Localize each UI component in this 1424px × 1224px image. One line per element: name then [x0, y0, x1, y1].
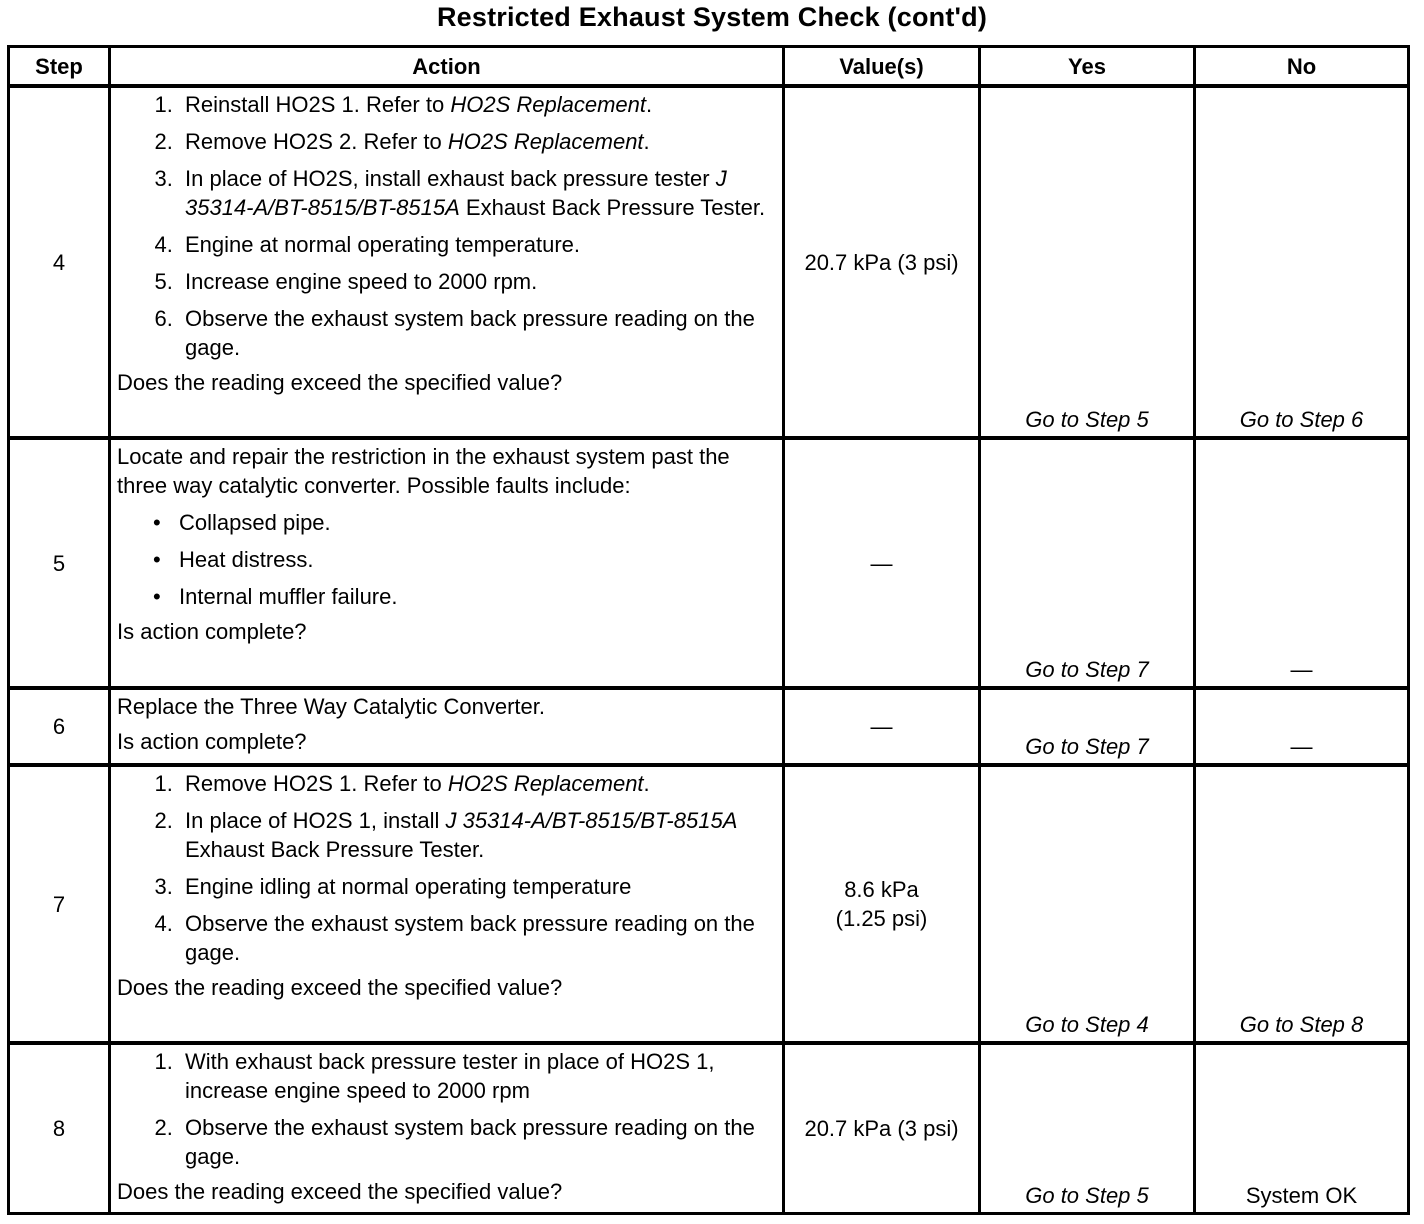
- col-header-no: No: [1195, 47, 1409, 87]
- table-row-step-6: [9, 688, 1409, 765]
- col-header-values: Value(s): [784, 47, 980, 87]
- action-cell: [110, 765, 784, 1043]
- action-step: 5. Increase engine speed to 2000 rpm.: [179, 267, 776, 296]
- action-question: Is action complete?: [117, 619, 307, 644]
- col-header-step: Step: [9, 47, 110, 87]
- bullet-icon: •: [153, 584, 161, 609]
- action-question: Does the reading exceed the specified value?: [117, 370, 563, 395]
- action-cell: [110, 86, 784, 438]
- step-number: 4: [9, 86, 110, 438]
- no-cell: Go to Step 8: [1195, 765, 1409, 1043]
- action-intro: Replace the Three Way Catalytic Converter.: [117, 694, 545, 719]
- bullet-icon: •: [153, 547, 161, 572]
- step-number: 8: [9, 1043, 110, 1213]
- page-title: Restricted Exhaust System Check (cont'd): [436, 2, 988, 32]
- action-step: 1. Reinstall HO2S 1. Refer to HO2S Replacement.: [179, 90, 776, 119]
- action-cell: [110, 1043, 784, 1213]
- yes-cell: Go to Step 4: [980, 765, 1195, 1043]
- action-step: 1. With exhaust back pressure tester in place of HO2S 1, increase engine speed to 2000 rpm: [179, 1047, 776, 1105]
- step-number: 7: [9, 765, 110, 1043]
- action-question: Does the reading exceed the specified value?: [117, 975, 563, 1000]
- value-cell: [784, 765, 980, 1043]
- fault-item: • Heat distress.: [153, 547, 314, 572]
- yes-cell: Go to Step 5: [980, 1043, 1195, 1213]
- value-cell: 20.7 kPa (3 psi): [784, 1043, 980, 1213]
- action-step: 3. In place of HO2S, install exhaust back pressure tester J 35314-A/BT-8515/BT-8515A Exhaust Back Pressure Tester.: [179, 164, 776, 222]
- step-number: 5: [9, 438, 110, 688]
- col-header-action: Action: [110, 47, 784, 87]
- action-steps-list: [117, 90, 776, 362]
- col-header-yes: Yes: [980, 47, 1195, 87]
- step-number: 6: [9, 688, 110, 765]
- value-line: (1.25 psi): [835, 906, 928, 931]
- diagnostic-table: [7, 45, 1410, 1215]
- no-cell: System OK: [1195, 1043, 1409, 1213]
- action-question: Is action complete?: [117, 729, 307, 754]
- action-steps-list: [117, 1047, 776, 1171]
- action-cell: [110, 438, 784, 688]
- action-step: 2. Observe the exhaust system back pressure reading on the gage.: [179, 1113, 776, 1171]
- value-cell: 20.7 kPa (3 psi): [784, 86, 980, 438]
- action-cell: [110, 688, 784, 765]
- fault-item: • Collapsed pipe.: [153, 510, 331, 535]
- action-step: 2. Remove HO2S 2. Refer to HO2S Replacement.: [179, 127, 776, 156]
- action-steps-list: [117, 769, 776, 967]
- fault-list: [117, 508, 776, 611]
- action-step: 2. In place of HO2S 1, install J 35314-A/BT-8515/BT-8515A Exhaust Back Pressure Tester.: [179, 806, 776, 864]
- yes-cell: Go to Step 7: [980, 688, 1195, 765]
- action-step: 4. Observe the exhaust system back pressure reading on the gage.: [179, 909, 776, 967]
- action-step: 3. Engine idling at normal operating temperature: [179, 872, 776, 901]
- yes-cell: Go to Step 5: [980, 86, 1195, 438]
- action-question: Does the reading exceed the specified value?: [117, 1179, 563, 1204]
- value-cell: —: [784, 688, 980, 765]
- table-row-step-7: [9, 765, 1409, 1043]
- value-line: 8.6 kPa: [844, 877, 919, 902]
- no-cell: Go to Step 6: [1195, 86, 1409, 438]
- table-row-step-8: [9, 1043, 1409, 1213]
- action-step: 6. Observe the exhaust system back pressure reading on the gage.: [179, 304, 776, 362]
- action-intro: Locate and repair the restriction in the exhaust system past the three way catalytic converter. Possible faults include:: [117, 444, 730, 498]
- fault-item: • Internal muffler failure.: [153, 584, 398, 609]
- table-row-step-4: [9, 86, 1409, 438]
- header-row: [9, 47, 1409, 87]
- bullet-icon: •: [153, 510, 161, 535]
- no-cell: —: [1195, 688, 1409, 765]
- no-cell: —: [1195, 438, 1409, 688]
- yes-cell: Go to Step 7: [980, 438, 1195, 688]
- value-cell: —: [784, 438, 980, 688]
- table-row-step-5: [9, 438, 1409, 688]
- action-step: 4. Engine at normal operating temperature.: [179, 230, 776, 259]
- action-step: 1. Remove HO2S 1. Refer to HO2S Replacement.: [179, 769, 776, 798]
